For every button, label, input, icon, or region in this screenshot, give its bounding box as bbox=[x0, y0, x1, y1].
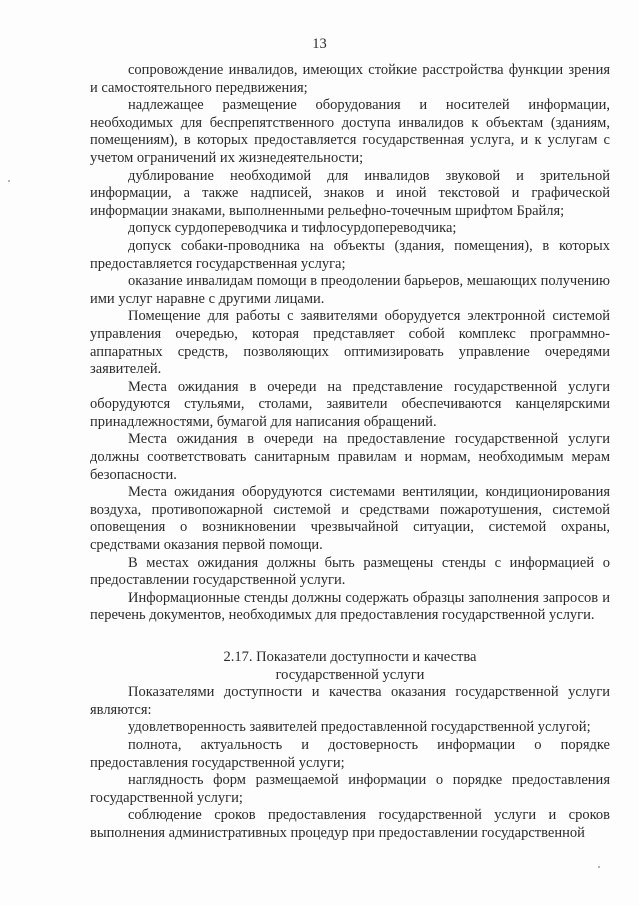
paragraph-11: В местах ожидания должны быть размещены стенды с информацией о предоставлении государственной услуги. bbox=[90, 554, 610, 589]
paragraph-14: удовлетворенность заявителей предоставленной государственной услугой; bbox=[128, 719, 591, 736]
paragraph-15: полнота, актуальность и достоверность информации о порядке предоставления государственной услуги; bbox=[90, 736, 610, 771]
section-heading-line-2: государственной услуги bbox=[275, 666, 425, 683]
scan-speck bbox=[8, 180, 10, 182]
page-body bbox=[90, 62, 610, 843]
paragraph-4: допуск сурдопереводчика и тифлосурдопереводчика; bbox=[128, 220, 457, 237]
paragraph-2: надлежащее размещение оборудования и носителей информации, необходимых для беспрепятственного доступа инвалидов к объектам (зданиям, помещениям), в которых предоставляется государственная услуга, и к услугам с учетом ограничений их жизнедеятельности; bbox=[90, 97, 610, 166]
paragraph-6: оказание инвалидам помощи в преодолении барьеров, мешающих получению ими услуг наравне с другими лицами. bbox=[90, 273, 611, 307]
section-heading bbox=[90, 649, 610, 684]
scan-speck bbox=[598, 866, 600, 868]
paragraph-17: соблюдение сроков предоставления государственной услуги и сроков выполнения административных процедур при предоставлении государственной bbox=[90, 807, 610, 841]
paragraph-16: наглядность форм размещаемой информации о порядке предоставления государственной услуги; bbox=[90, 772, 610, 806]
paragraph-10: Места ожидания оборудуются системами вентиляции, кондиционирования воздуха, противопожарной системой и средствами пожаротушения, системой оповещения о возникновении чрезвычайной ситуации, системой охраны, средствами оказания первой помощи. bbox=[90, 484, 610, 554]
paragraph-3: дублирование необходимой для инвалидов звуковой и зрительной информации, а также надписей, знаков и иной текстовой и графической информации знаками, выполненными рельефно-точечным шрифтом Брайля; bbox=[90, 167, 610, 219]
paragraph-12: Информационные стенды должны содержать образцы заполнения запросов и перечень документов, необходимых для предоставления государственной услуги. bbox=[90, 589, 610, 624]
paragraph-8: Места ожидания в очереди на представление государственной услуги оборудуются стульями, столами, заявители обеспечиваются канцелярскими принадлежностями, бумагой для написания обращений. bbox=[90, 378, 610, 430]
paragraph-5: допуск собаки-проводника на объекты (здания, помещения), в которых предоставляется государственная услуга; bbox=[90, 237, 610, 272]
section-heading-line-1: 2.17. Показатели доступности и качества bbox=[223, 649, 477, 665]
paragraph-13: Показателями доступности и качества оказания государственной услуги являются: bbox=[90, 684, 610, 718]
paragraph-9: Места ожидания в очереди на предоставление государственной услуги должны соответствовать санитарным правилам и нормам, необходимым мерам безопасности. bbox=[90, 431, 610, 483]
paragraph-7: Помещение для работы с заявителями оборудуется электронной системой управления очередью, которая представляет собой комплекс программно-аппаратных средств, позволяющих оптимизировать управление очередями заявителей. bbox=[90, 308, 610, 378]
paragraph-1: сопровождение инвалидов, имеющих стойкие расстройства функции зрения и самостоятельного передвижения; bbox=[90, 62, 610, 96]
page-number: 13 bbox=[312, 36, 327, 52]
